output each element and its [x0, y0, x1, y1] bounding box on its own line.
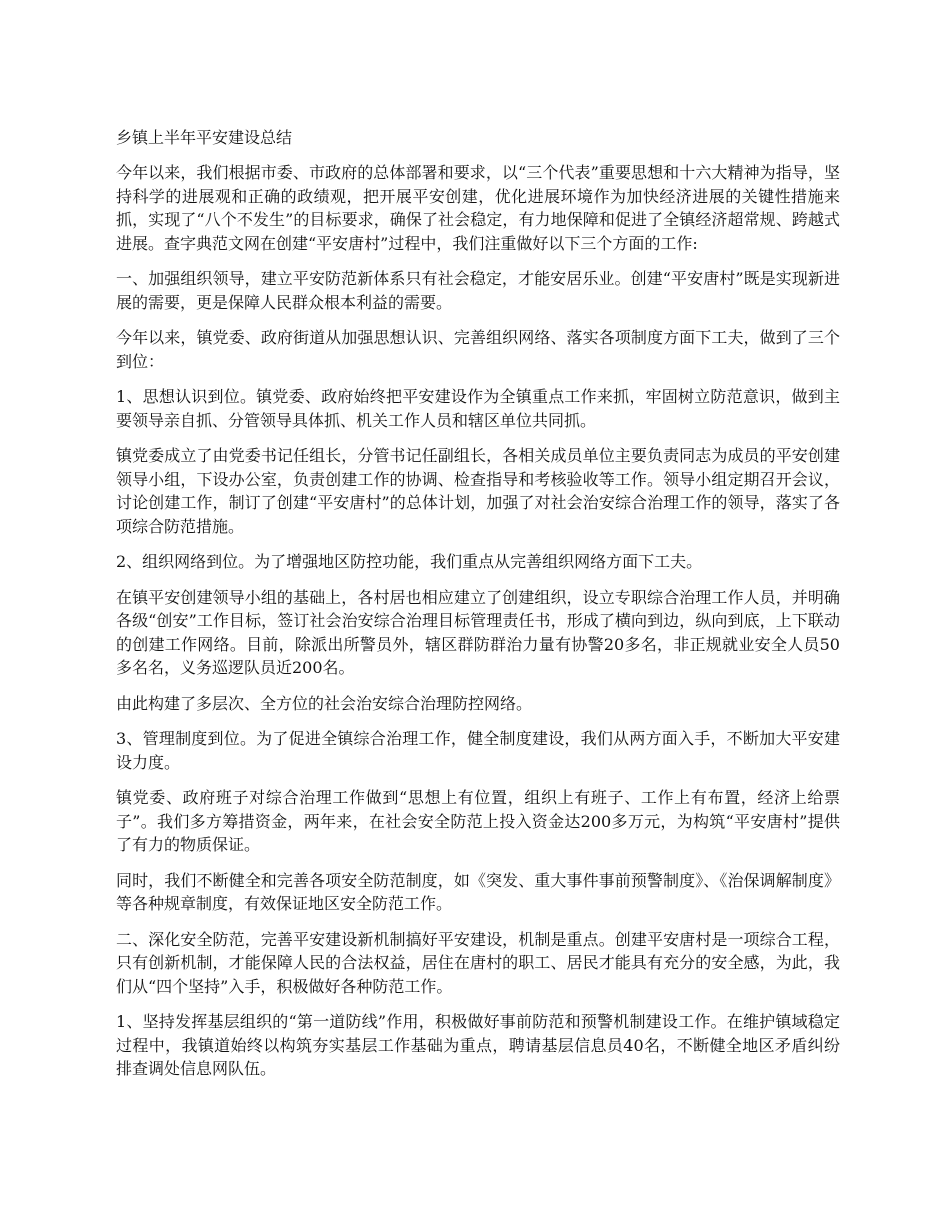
- document-page: [116, 127, 840, 1093]
- paragraph-11: 同时，我们不断健全和完善各项安全防范制度，如《突发、重大事件事前预警制度》、《治保调解制度》等各种规章制度，有效保证地区安全防范工作。: [116, 870, 840, 913]
- paragraph-8: 由此构建了多层次、全方位的社会治安综合治理防控网络。: [116, 693, 533, 713]
- paragraph-1: 今年以来，我们根据市委、市政府的总体部署和要求，以“三个代表”重要思想和十六大精神为指导，坚持科学的进展观和正确的政绩观，把开展平安创建，优化进展环境作为加快经济进展的关键性措施来抓，实现了“八个不发生”的目标要求，确保了社会稳定，有力地保障和促进了全镇经济超常规、跨越式进展。查字典范文网在创建“平安唐村”过程中，我们注重做好以下三个方面的工作:: [116, 163, 840, 253]
- paragraph-12: 二、深化安全防范，完善平安建设新机制搞好平安建设，机制是重点。创建平安唐村是一项综合工程，只有创新机制，才能保障人民的合法权益，居住在唐村的职工、居民才能具有充分的安全感，为此，我们从“四个坚持”入手，积极做好各种防范工作。: [116, 929, 840, 996]
- paragraph-10: 镇党委、政府班子对综合治理工作做到“思想上有位置，组织上有班子、工作上有布置，经济上给票子”。我们多方筹措资金，两年来，在社会安全防范上投入资金达200多万元，为构筑“平安唐村”提供了有力的物质保证。: [116, 788, 840, 854]
- paragraph-9: 3、管理制度到位。为了促进全镇综合治理工作，健全制度建设，我们从两方面入手，不断加大平安建设力度。: [116, 729, 840, 772]
- paragraph-5: 镇党委成立了由党委书记任组长，分管书记任副组长，各相关成员单位主要负责同志为成员的平安创建领导小组，下设办公室，负责创建工作的协调、检查指导和考核验收等工作。领导小组定期召开会议，讨论创建工作，制订了创建“平安唐村”的总体计划，加强了对社会治安综合治理工作的领导，落实了各项综合防范措施。: [116, 446, 840, 536]
- paragraph-3: 今年以来，镇党委、政府街道从加强思想认识、完善组织网络、落实各项制度方面下工夫，做到了三个到位：: [116, 328, 840, 371]
- paragraph-7: 在镇平安创建领导小组的基础上，各村居也相应建立了创建组织，设立专职综合治理工作人员，并明确各级“创安”工作目标，签订社会治安综合治理目标管理责任书，形成了横向到边，纵向到底，上下联动的创建工作网络。目前，除派出所警员外，辖区群防群治力量有协警20多名，非正规就业安全人员50多名名，义务巡逻队员近200名。: [116, 587, 840, 677]
- document-title: 乡镇上半年平安建设总结: [116, 128, 293, 147]
- paragraph-2: 一、加强组织领导，建立平安防范新体系只有社会稳定，才能安居乐业。创建“平安唐村”既是实现新进展的需要，更是保障人民群众根本利益的需要。: [116, 269, 840, 312]
- paragraph-6: 2、组织网络到位。为了增强地区防控功能，我们重点从完善组织网络方面下工夫。: [116, 552, 703, 571]
- paragraph-13: 1、坚持发挥基层组织的“第一道防线”作用，积极做好事前防范和预警机制建设工作。在维护镇域稳定过程中，我镇道始终以构筑夯实基层工作基础为重点，聘请基层信息员40名，不断健全地区矛盾纠纷排查调处信息网队伍。: [116, 1012, 840, 1078]
- paragraph-4: 1、思想认识到位。镇党委、政府始终把平安建设作为全镇重点工作来抓，牢固树立防范意识，做到主要领导亲自抓、分管领导具体抓、机关工作人员和辖区单位共同抓。: [116, 387, 840, 430]
